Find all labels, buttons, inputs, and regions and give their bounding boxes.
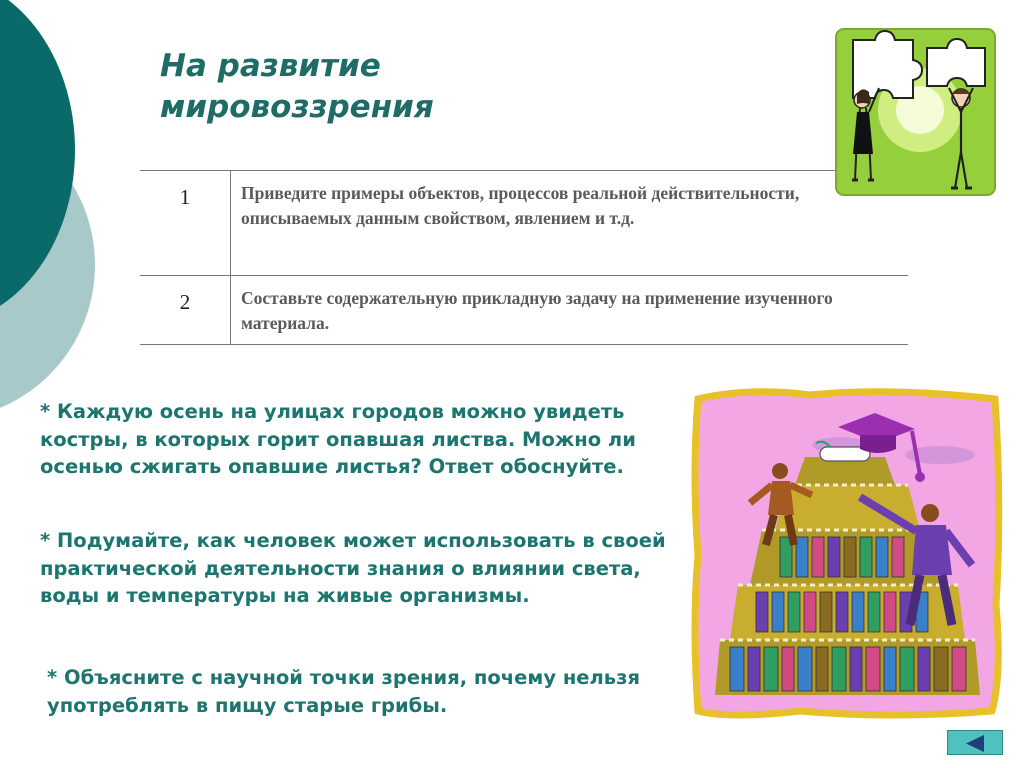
task-table <box>140 170 908 345</box>
table-row <box>140 276 908 345</box>
question-old-mushrooms: * Объясните с научной точки зрения, почему нельзя употреблять в пищу старые грибы. <box>47 666 640 717</box>
task-number: 2 <box>140 276 231 345</box>
question-autumn-leaves: * Каждую осень на улицах городов можно увидеть костры, в которых горит опавшая листва. Можно ли осенью сжигать опавшие листья? Ответ обоснуйте. <box>40 400 636 478</box>
back-button[interactable] <box>947 730 1003 755</box>
task-text: Составьте содержательную прикладную задачу на применение изученного материала. <box>231 276 909 345</box>
task-text: Приведите примеры объектов, процессов реальной действительности, описываемых данным свойством, явлением и т.д. <box>231 171 909 276</box>
triangle-left-icon <box>948 731 1004 756</box>
task-number: 1 <box>140 171 231 276</box>
slide-title: На развитие мировоззрения <box>160 48 434 125</box>
people-holding-puzzle-pieces-icon <box>835 28 996 196</box>
people-climbing-book-tower-icon <box>690 385 1005 720</box>
question-light-water-temperature: * Подумайте, как человек может использовать в своей практической деятельности знания о влиянии света, воды и температуры на живые организмы. <box>40 529 666 607</box>
table-row <box>140 171 908 276</box>
